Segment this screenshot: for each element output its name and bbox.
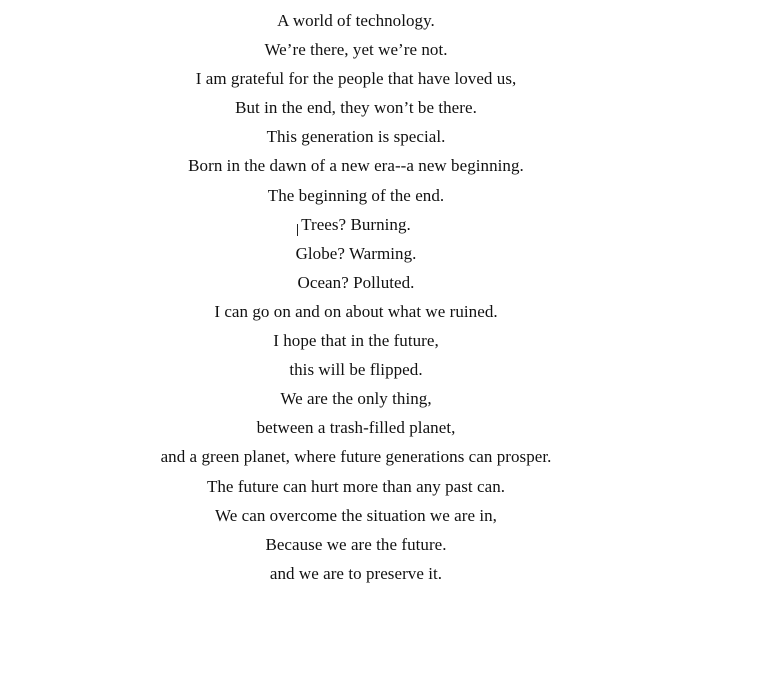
poem-line-13[interactable]: this will be flipped.: [289, 360, 423, 380]
poem-line-20[interactable]: and we are to preserve it.: [269, 563, 443, 583]
text-caret: [297, 224, 298, 236]
poem-line-9[interactable]: Globe? Warming.: [295, 243, 417, 263]
poem-line-18[interactable]: We can overcome the situation we are in,: [215, 505, 497, 525]
poem-line-4[interactable]: But in the end, they won’t be there.: [235, 98, 477, 118]
poem-line-6[interactable]: Born in the dawn of a new era--a new beginning.: [188, 156, 524, 176]
poem-line-3[interactable]: I am grateful for the people that have loved us,: [195, 69, 517, 89]
poem-line-16[interactable]: and a green planet, where future generations can prosper.: [160, 447, 552, 467]
poem-line-17[interactable]: The future can hurt more than any past can.: [206, 476, 506, 496]
poem-line-5[interactable]: This generation is special.: [266, 127, 446, 147]
poem-line-19[interactable]: Because we are the future.: [265, 534, 447, 554]
poem-line-14[interactable]: We are the only thing,: [280, 389, 432, 409]
poem-line-11[interactable]: I can go on and on about what we ruined.: [214, 301, 498, 321]
poem-line-7[interactable]: The beginning of the end.: [267, 185, 445, 205]
poem-line-2[interactable]: We’re there, yet we’re not.: [264, 40, 448, 60]
poem-line-12[interactable]: I hope that in the future,: [273, 331, 439, 351]
poem-line-10[interactable]: Ocean? Polluted.: [297, 272, 415, 292]
poem-line-8[interactable]: Trees? Burning.: [301, 214, 411, 234]
poem-line-1[interactable]: A world of technology.: [277, 11, 435, 30]
poem-line-15[interactable]: between a trash-filled planet,: [256, 418, 456, 438]
poem-body[interactable]: [0, 6, 712, 588]
